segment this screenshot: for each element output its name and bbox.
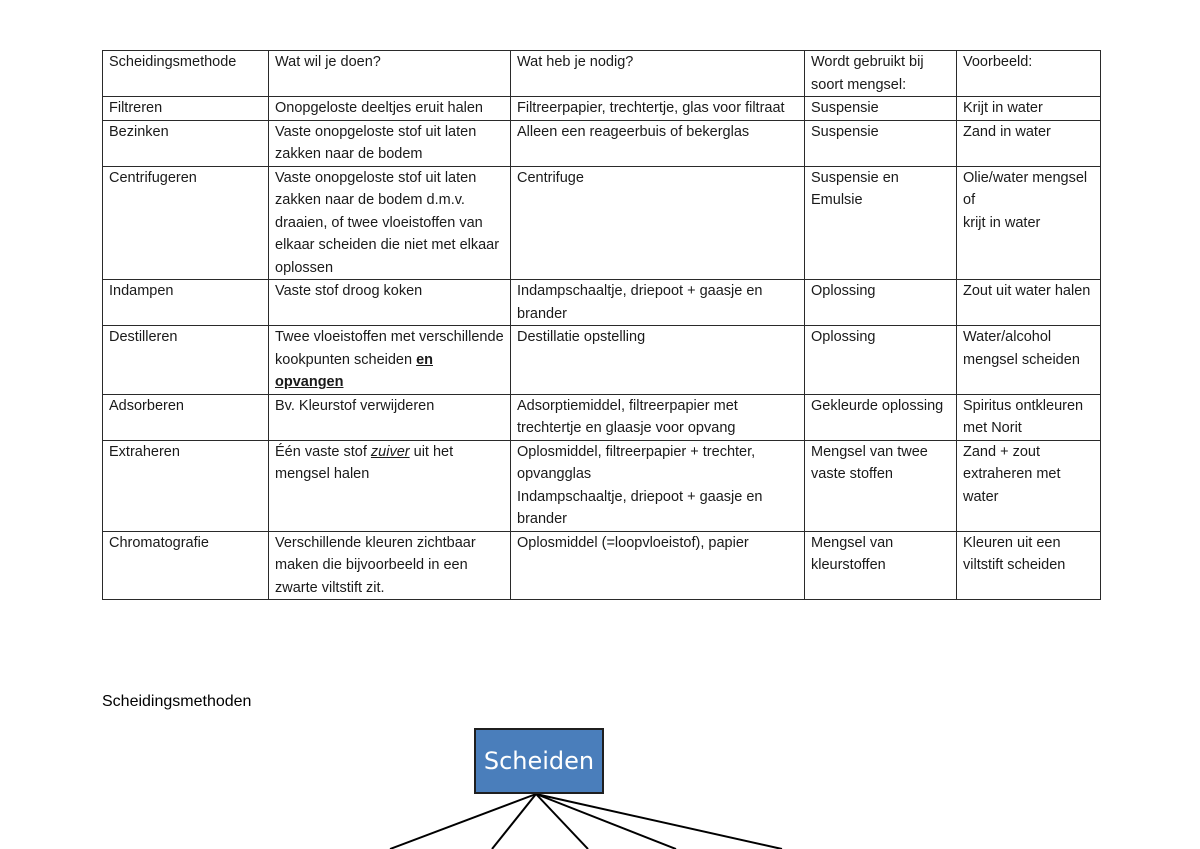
table-cell (269, 440, 511, 531)
table-cell: Alleen een reageerbuis of bekerglas (511, 120, 805, 166)
table-cell: Adsorptiemiddel, filtreerpapier met trechtertje en glaasje voor opvang (511, 394, 805, 440)
table-cell: Olie/water mengsel of krijt in water (957, 166, 1101, 280)
table-row (103, 394, 1101, 440)
table-cell: Adsorberen (103, 394, 269, 440)
table-cell: Bv. Kleurstof verwijderen (269, 394, 511, 440)
table-cell: Suspensie en Emulsie (805, 166, 957, 280)
table-row (103, 120, 1101, 166)
header-cell-example: Voorbeeld: (957, 51, 1101, 97)
table-cell: Centrifugeren (103, 166, 269, 280)
connector-line (390, 794, 536, 849)
table-cell: Filtreren (103, 97, 269, 121)
table-cell: Indampschaaltje, driepoot + gaasje en brander (511, 280, 805, 326)
connector-line (536, 794, 588, 849)
table-cell: Destillatie opstelling (511, 326, 805, 395)
table-cell: Oplosmiddel, filtreerpapier + trechter, opvangglas Indampschaaltje, driepoot + gaasje en brander (511, 440, 805, 531)
emphasis-text: en opvangen (275, 351, 433, 390)
table-cell: Vaste stof droog koken (269, 280, 511, 326)
table-cell: Suspensie (805, 97, 957, 121)
table-cell: Suspensie (805, 120, 957, 166)
table-cell: Indampen (103, 280, 269, 326)
table-row (103, 97, 1101, 121)
destilleren-goal-text: Twee vloeistoffen met verschillende kookpunten scheiden (275, 329, 508, 368)
table-cell: Vaste onopgeloste stof uit laten zakken naar de bodem (269, 120, 511, 166)
connector-line (492, 794, 536, 849)
extraheren-goal-part: uit het mengsel halen (275, 443, 458, 482)
section-caption: Scheidingsmethoden (102, 693, 252, 710)
table-cell: Water/alcohol mengsel scheiden (957, 326, 1101, 395)
table-cell: Zand in water (957, 120, 1101, 166)
extraheren-goal-part: Één vaste stof (275, 443, 371, 460)
table-cell: Spiritus ontkleuren met Norit (957, 394, 1101, 440)
table-cell: Mengsel van kleurstoffen (805, 531, 957, 600)
header-cell-method: Scheidingsmethode (103, 51, 269, 97)
table-cell: Onopgeloste deeltjes eruit halen (269, 97, 511, 121)
table-cell: Oplosmiddel (=loopvloeistof), papier (511, 531, 805, 600)
table-row (103, 166, 1101, 280)
table-cell (269, 326, 511, 395)
root-node-label: Scheiden (483, 747, 595, 775)
table-cell: Oplossing (805, 326, 957, 395)
table-cell: Vaste onopgeloste stof uit laten zakken naar de bodem d.m.v. draaien, of twee vloeistoffen van elkaar scheiden die niet met elkaar oplossen (269, 166, 511, 280)
table-row (103, 440, 1101, 531)
emphasis-text: zuiver (370, 443, 410, 460)
table-cell: Zand + zout extraheren met water (957, 440, 1101, 531)
header-cell-mixture: Wordt gebruikt bij soort mengsel: (805, 51, 957, 97)
connector-line (536, 794, 782, 849)
table-row (103, 531, 1101, 600)
table-cell: Extraheren (103, 440, 269, 531)
separation-methods-table (102, 50, 1101, 600)
table-cell: Zout uit water halen (957, 280, 1101, 326)
table-cell: Destilleren (103, 326, 269, 395)
table-cell: Mengsel van twee vaste stoffen (805, 440, 957, 531)
diagram-root-node (474, 728, 604, 794)
table-cell: Bezinken (103, 120, 269, 166)
table-cell: Gekleurde oplossing (805, 394, 957, 440)
table-row (103, 280, 1101, 326)
header-cell-goal: Wat wil je doen? (269, 51, 511, 97)
table-cell: Kleuren uit een viltstift scheiden (957, 531, 1101, 600)
table-cell: Verschillende kleuren zichtbaar maken die bijvoorbeeld in een zwarte viltstift zit. (269, 531, 511, 600)
table-cell: Oplossing (805, 280, 957, 326)
table-row (103, 326, 1101, 395)
table-cell: Krijt in water (957, 97, 1101, 121)
table-cell: Filtreerpapier, trechtertje, glas voor filtraat (511, 97, 805, 121)
table-cell: Chromatografie (103, 531, 269, 600)
connector-line (536, 794, 676, 849)
table-cell: Centrifuge (511, 166, 805, 280)
table-header-row (103, 51, 1101, 97)
header-cell-needs: Wat heb je nodig? (511, 51, 805, 97)
